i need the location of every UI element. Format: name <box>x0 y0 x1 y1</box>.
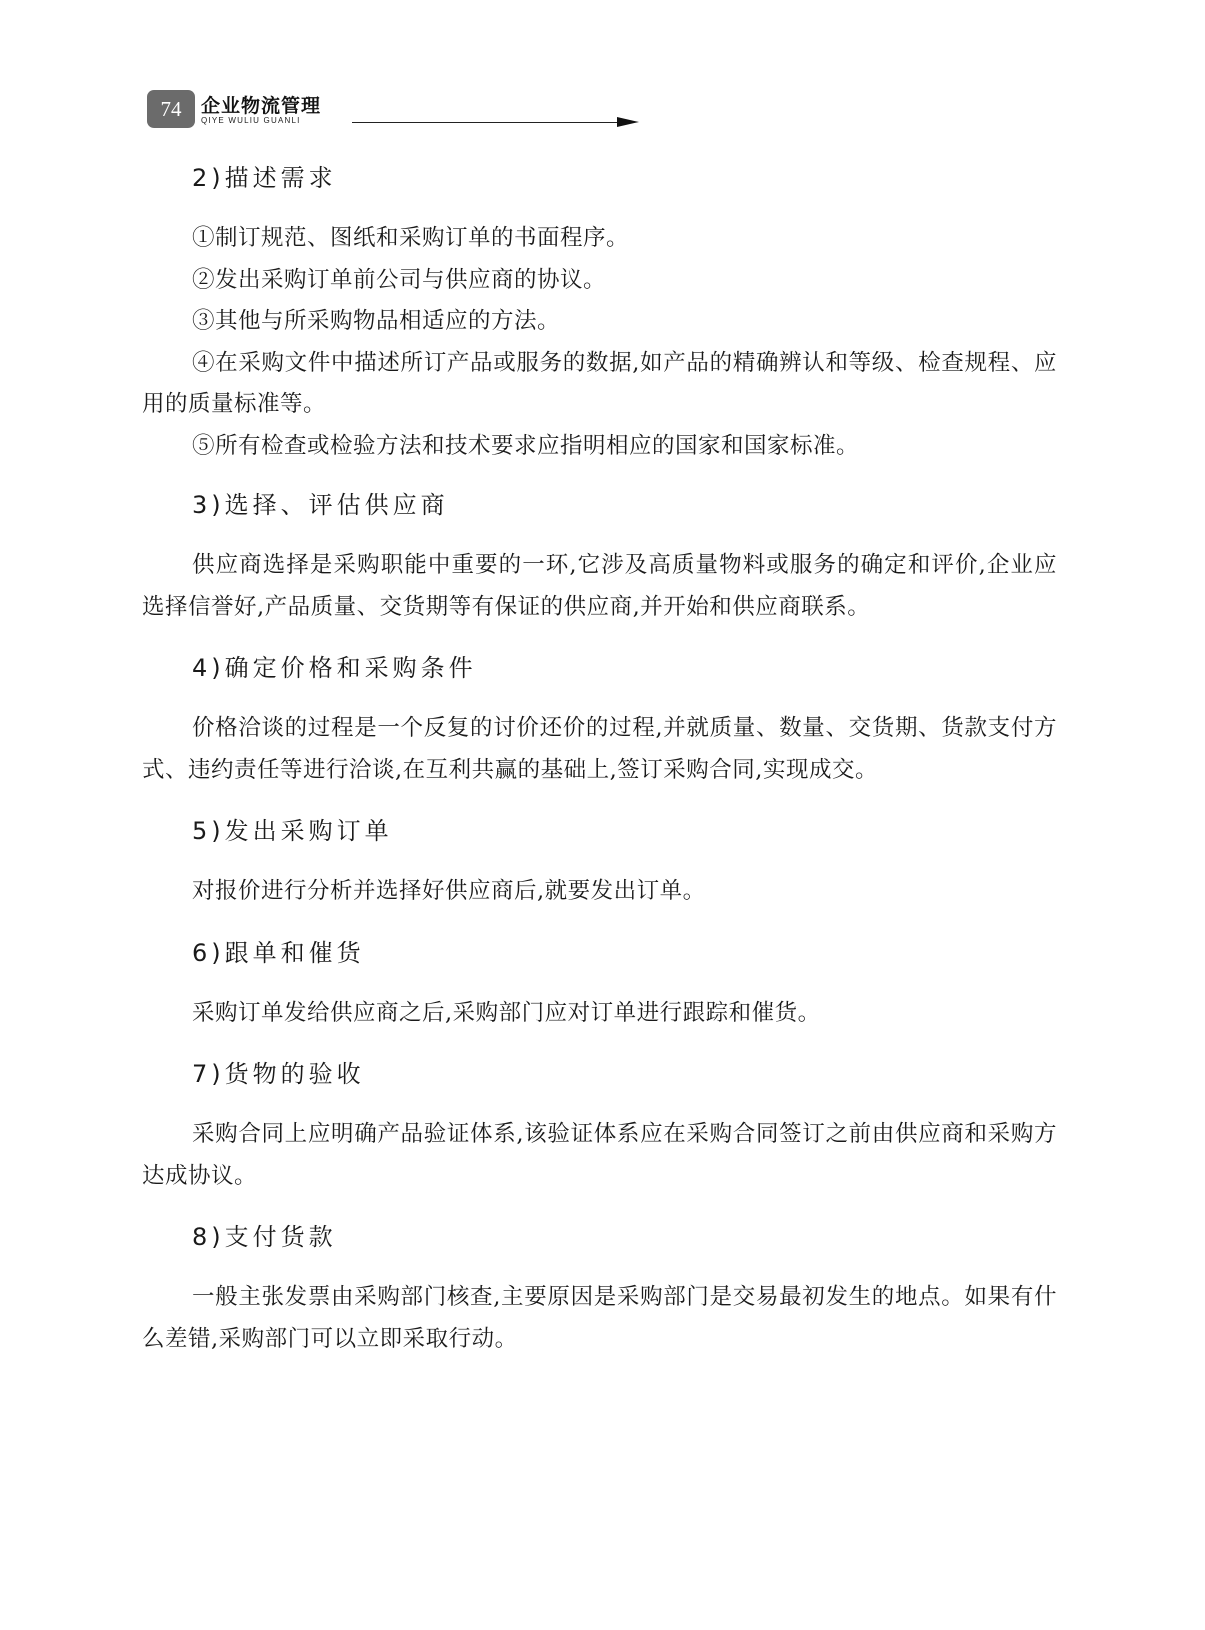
section-payment <box>142 1217 1057 1360</box>
list-item: ⑤所有检查或检验方法和技术要求应指明相应的国家和国家标准。 <box>192 432 860 459</box>
section-issue-order <box>142 811 1057 913</box>
section-price-terms <box>142 648 1057 791</box>
section-heading: 5)发出采购订单 <box>192 817 393 845</box>
section-paragraph: 价格洽谈的过程是一个反复的讨价还价的过程,并就质量、数量、交货期、货款支付方式、违约责任等进行洽谈,在互利共赢的基础上,签订采购合同,实现成交。 <box>142 715 1057 783</box>
section-paragraph: 采购合同上应明确产品验证体系,该验证体系应在采购合同签订之前由供应商和采购方达成协议。 <box>142 1121 1057 1189</box>
book-title: 企业物流管理 <box>201 95 322 117</box>
header-rule <box>352 122 622 123</box>
section-paragraph: 采购订单发给供应商之后,采购部门应对订单进行跟踪和催货。 <box>192 999 821 1026</box>
section-heading: 7)货物的验收 <box>192 1060 365 1088</box>
book-subtitle: QIYE WULIU GUANLI <box>201 116 301 125</box>
list-item: ③其他与所采购物品相适应的方法。 <box>192 308 561 334</box>
section-heading: 2)描述需求 <box>192 164 337 192</box>
section-follow-up <box>142 933 1057 1035</box>
section-heading: 4)确定价格和采购条件 <box>192 654 477 682</box>
requirements-list <box>142 218 1057 467</box>
header-arrow-icon <box>617 117 639 127</box>
section-heading: 6)跟单和催货 <box>192 938 365 967</box>
section-goods-inspection <box>142 1054 1057 1197</box>
section-describe-requirements <box>142 158 1057 467</box>
list-item: ②发出采购订单前公司与供应商的协议。 <box>192 266 607 293</box>
section-paragraph: 对报价进行分析并选择好供应商后,就要发出订单。 <box>192 878 706 904</box>
page-content <box>142 158 1057 1360</box>
section-paragraph: 一般主张发票由采购部门核查,主要原因是采购部门是交易最初发生的地点。如果有什么差错,采购部门可以立即采取行动。 <box>142 1284 1057 1352</box>
section-select-suppliers <box>142 485 1057 628</box>
running-header <box>147 90 637 132</box>
list-item: ④在采购文件中描述所订产品或服务的数据,如产品的精确辨认和等级、检查规程、应用的质量标准等。 <box>142 349 1057 417</box>
page-number-badge: 74 <box>147 90 195 128</box>
list-item: ①制订规范、图纸和采购订单的书面程序。 <box>192 225 630 251</box>
section-heading: 3)选择、评估供应商 <box>192 491 449 519</box>
section-paragraph: 供应商选择是采购职能中重要的一环,它涉及高质量物料或服务的确定和评价,企业应选择信誉好,产品质量、交货期等有保证的供应商,并开始和供应商联系。 <box>142 552 1057 620</box>
section-heading: 8)支付货款 <box>192 1223 337 1251</box>
